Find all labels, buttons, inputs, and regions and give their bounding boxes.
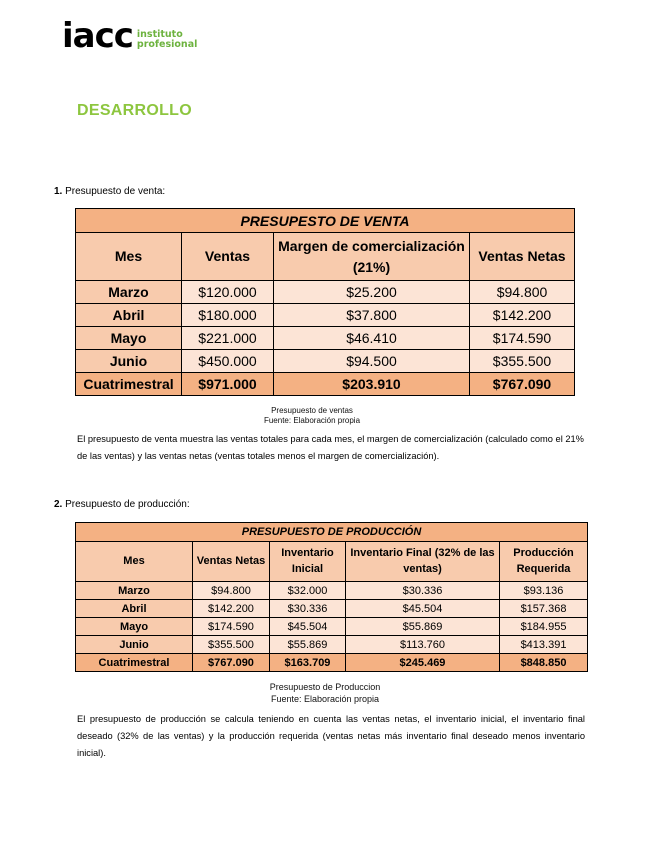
value-cell: $25.200	[274, 281, 470, 304]
value-cell: $180.000	[182, 304, 274, 327]
table-row	[76, 304, 575, 327]
value-cell: $32.000	[270, 582, 346, 600]
paragraph-production: El presupuesto de producción se calcula teniendo en cuenta las ventas netas, el inventario inicial, el inventario final deseado (32% de las ventas) y la producción requerida (ventas netas más inventario final deseado menos inventario inicial).	[77, 714, 585, 758]
value-cell: $55.869	[270, 636, 346, 654]
value-cell: $355.500	[470, 350, 575, 373]
total-value: $163.709	[270, 654, 346, 672]
paragraph-sales: El presupuesto de venta muestra las ventas totales para cada mes, el margen de comercialización (calculado como el 21% de las ventas) y las ventas netas (ventas totales menos el margen de comercialización).	[77, 434, 584, 461]
total-row	[76, 654, 588, 672]
total-value: $245.469	[346, 654, 500, 672]
value-cell: $184.955	[500, 618, 588, 636]
logo-subtitle	[137, 30, 197, 50]
month-cell: Marzo	[76, 281, 182, 304]
month-cell: Mayo	[76, 618, 193, 636]
month-cell: Abril	[76, 600, 193, 618]
total-row	[76, 373, 575, 396]
table-title: PRESUPESTO DE VENTA	[76, 209, 575, 233]
value-cell: $413.391	[500, 636, 588, 654]
caption-source: Fuente: Elaboración propia	[263, 416, 361, 425]
production-budget-table	[75, 522, 588, 672]
value-cell: $113.760	[346, 636, 500, 654]
value-cell: $142.200	[470, 304, 575, 327]
value-cell: $94.500	[274, 350, 470, 373]
section2-number: 2.	[54, 499, 63, 510]
caption-title: Presupuesto de Produccion	[269, 682, 381, 692]
caption-title: Presupuesto de ventas	[271, 406, 353, 415]
value-cell: $174.590	[470, 327, 575, 350]
value-cell: $120.000	[182, 281, 274, 304]
table-row	[76, 582, 588, 600]
total-value: $203.910	[274, 373, 470, 396]
section2-text: Presupuesto de producción:	[65, 499, 190, 510]
month-cell: Junio	[76, 350, 182, 373]
value-cell: $142.200	[193, 600, 270, 618]
column-header: Inventario Inicial	[270, 542, 346, 582]
month-cell: Abril	[76, 304, 182, 327]
column-header: Ventas	[182, 233, 274, 281]
column-header: Producción Requerida	[500, 542, 588, 582]
iacc-logo	[62, 16, 198, 56]
section1-text: Presupuesto de venta:	[65, 186, 166, 197]
month-cell: Marzo	[76, 582, 193, 600]
value-cell: $94.800	[470, 281, 575, 304]
value-cell: $30.336	[346, 582, 500, 600]
logo-subtitle-line1: instituto	[136, 29, 183, 40]
logo-subtitle-line2: profesional	[136, 39, 198, 50]
value-cell: $46.410	[274, 327, 470, 350]
column-header: Ventas Netas	[193, 542, 270, 582]
value-cell: $157.368	[500, 600, 588, 618]
section1-label	[54, 186, 165, 197]
total-value: $767.090	[470, 373, 575, 396]
value-cell: $45.504	[346, 600, 500, 618]
value-cell: $30.336	[270, 600, 346, 618]
table-row	[76, 600, 588, 618]
table-row	[76, 618, 588, 636]
total-label: Cuatrimestral	[76, 654, 193, 672]
total-value: $848.850	[500, 654, 588, 672]
logo-wordmark: iacc	[62, 16, 133, 56]
value-cell: $94.800	[193, 582, 270, 600]
total-label: Cuatrimestral	[76, 373, 182, 396]
table2-caption	[225, 681, 425, 705]
column-header: Margen de comercialización (21%)	[274, 233, 470, 281]
sales-budget-table	[75, 208, 575, 396]
table1-caption	[212, 406, 412, 426]
value-cell: $45.504	[270, 618, 346, 636]
value-cell: $221.000	[182, 327, 274, 350]
value-cell: $55.869	[346, 618, 500, 636]
month-cell: Junio	[76, 636, 193, 654]
table-row	[76, 281, 575, 304]
month-cell: Mayo	[76, 327, 182, 350]
total-value: $971.000	[182, 373, 274, 396]
value-cell: $37.800	[274, 304, 470, 327]
column-header: Mes	[76, 542, 193, 582]
column-header: Ventas Netas	[470, 233, 575, 281]
table-row	[76, 327, 575, 350]
value-cell: $450.000	[182, 350, 274, 373]
table-title: PRESUPUESTO DE PRODUCCIÓN	[76, 523, 588, 542]
value-cell: $355.500	[193, 636, 270, 654]
section-heading: DESARROLLO	[77, 102, 192, 119]
value-cell: $93.136	[500, 582, 588, 600]
section1-number: 1.	[54, 186, 63, 197]
column-header: Inventario Final (32% de las ventas)	[346, 542, 500, 582]
table-row	[76, 350, 575, 373]
section2-label	[54, 499, 190, 510]
value-cell: $174.590	[193, 618, 270, 636]
total-value: $767.090	[193, 654, 270, 672]
caption-source: Fuente: Elaboración propia	[270, 694, 380, 704]
table-row	[76, 636, 588, 654]
column-header: Mes	[76, 233, 182, 281]
